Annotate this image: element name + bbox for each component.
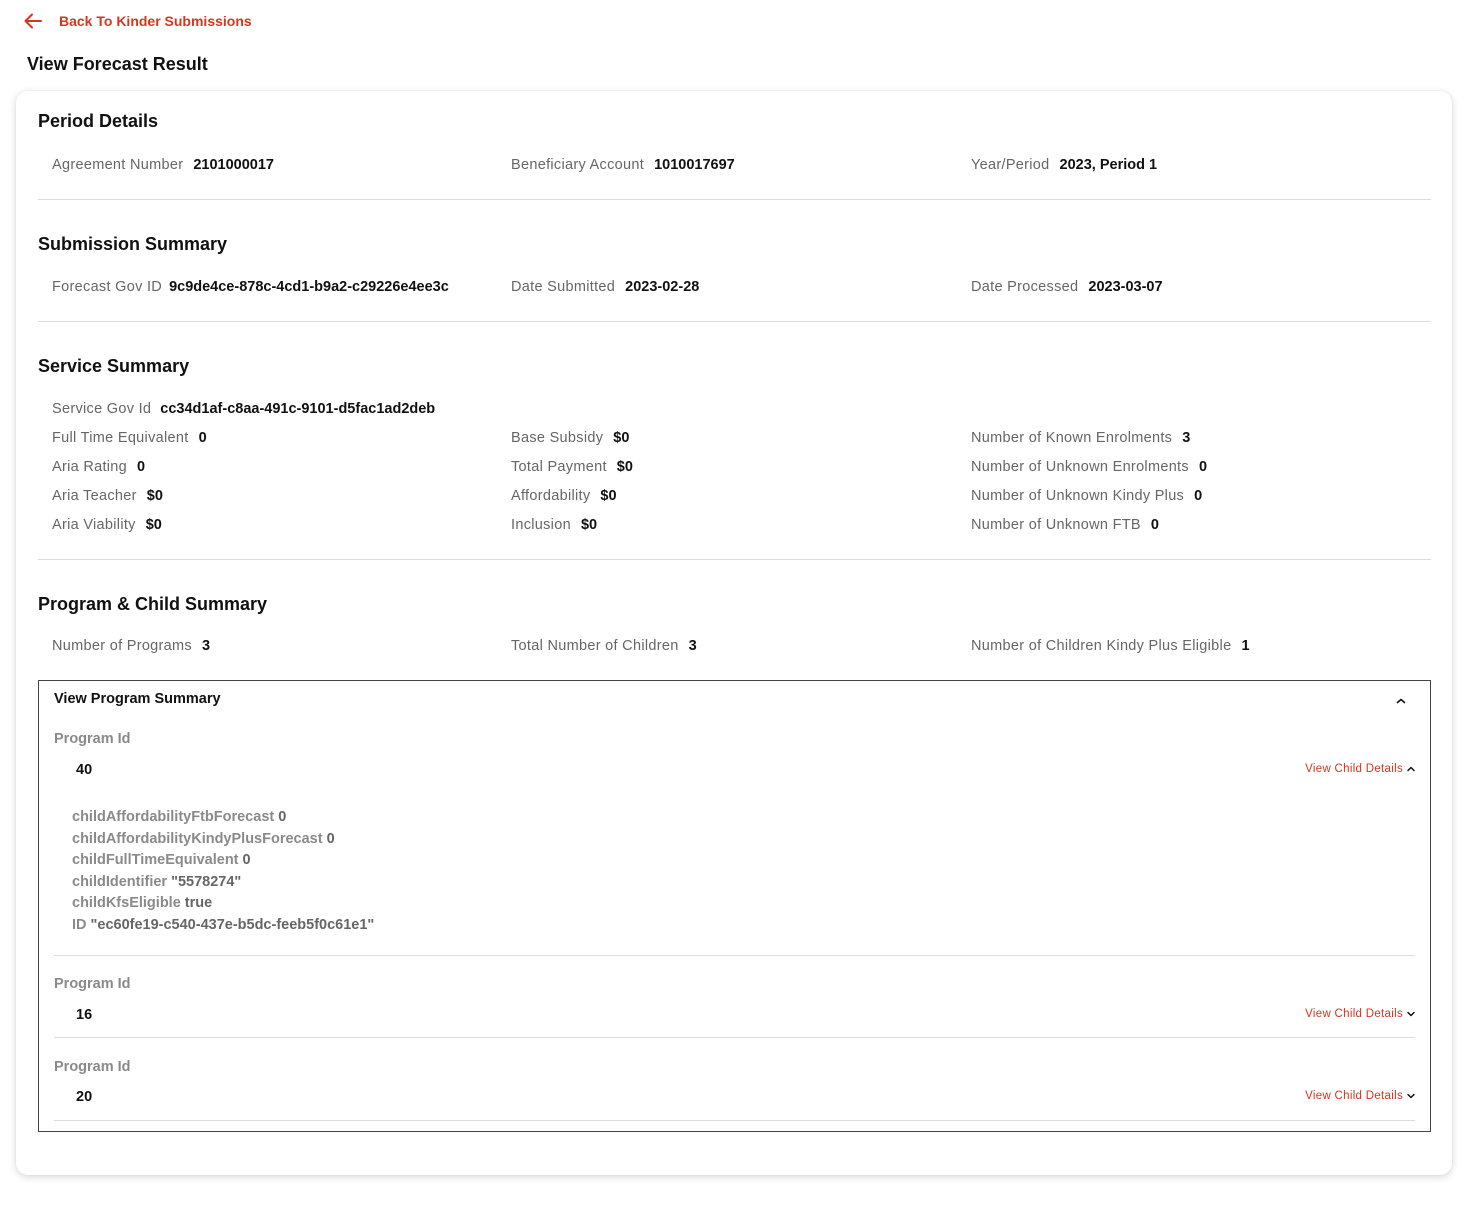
child-detail-key: childFullTimeEquivalent (72, 852, 239, 869)
back-link-label: Back To Kinder Submissions (59, 13, 252, 29)
forecast-gov-id-label: Forecast Gov ID (52, 279, 163, 295)
beneficiary-account-label: Beneficiary Account (511, 157, 645, 173)
year-period-label: Year/Period (971, 157, 1050, 173)
divider (54, 1120, 1415, 1121)
affordability-value: $0 (600, 488, 617, 504)
inclusion-value: $0 (580, 517, 598, 533)
program-id-value: 16 (76, 1007, 93, 1023)
chevron-up-icon[interactable] (1394, 693, 1408, 703)
view-child-details-link[interactable] (1305, 1008, 1416, 1020)
aria-teacher-value: $0 (146, 488, 163, 504)
year-period-field (971, 157, 1157, 173)
service-gov-id-label: Service Gov Id (52, 401, 152, 417)
total-children-label: Total Number of Children (511, 638, 679, 654)
unknown-enrolments-label: Number of Unknown Enrolments (971, 459, 1189, 475)
program-summary-toggle[interactable]: View Program Summary (54, 691, 221, 707)
number-of-programs-value: 3 (201, 638, 211, 654)
fte-label: Full Time Equivalent (52, 430, 189, 446)
unknown-kindy-plus-label: Number of Unknown Kindy Plus (971, 488, 1185, 504)
divider (38, 199, 1431, 200)
child-detail-row (72, 829, 374, 851)
aria-viability-field (52, 517, 162, 533)
inclusion-label: Inclusion (511, 517, 571, 533)
child-detail-value: true (184, 895, 213, 912)
number-of-programs-field (52, 638, 210, 654)
program-summary-accordion (38, 680, 1431, 1132)
unknown-enrolments-field (971, 459, 1207, 475)
child-detail-row (72, 872, 374, 894)
page-title: View Forecast Result (27, 54, 208, 74)
unknown-enrolments-value: 0 (1198, 459, 1208, 475)
unknown-kindy-plus-field (971, 488, 1202, 504)
total-payment-field (511, 459, 633, 475)
year-period-value: 2023, Period 1 (1059, 157, 1158, 173)
child-detail-row (72, 893, 374, 915)
divider (54, 1037, 1415, 1038)
unknown-ftb-value: 0 (1150, 517, 1159, 533)
program-id-value: 40 (76, 762, 93, 778)
total-children-value: 3 (688, 638, 697, 654)
base-subsidy-field (511, 430, 629, 446)
divider (38, 321, 1431, 322)
chevron-down-icon (1406, 1092, 1416, 1100)
child-details-list (72, 807, 374, 937)
forecast-result-card (16, 91, 1452, 1175)
agreement-number-label: Agreement Number (52, 157, 184, 173)
unknown-ftb-label: Number of Unknown FTB (971, 517, 1141, 533)
known-enrolments-value: 3 (1182, 430, 1191, 446)
service-gov-id-field (52, 401, 435, 417)
child-detail-row (72, 915, 374, 937)
aria-viability-value: $0 (145, 517, 162, 533)
child-detail-key: childKfsEligible (72, 895, 181, 912)
total-children-field (511, 638, 697, 654)
kindy-plus-eligible-label: Number of Children Kindy Plus Eligible (971, 638, 1232, 654)
aria-teacher-label: Aria Teacher (52, 488, 137, 504)
divider (54, 955, 1415, 956)
child-detail-row (72, 850, 374, 872)
arrow-left-icon (24, 13, 42, 29)
child-detail-value: "5578274" (171, 873, 242, 890)
child-detail-key: childIdentifier (72, 873, 168, 890)
date-submitted-field (511, 279, 699, 295)
program-id-label: Program Id (54, 976, 131, 992)
number-of-programs-label: Number of Programs (52, 638, 192, 654)
program-id-label: Program Id (54, 731, 131, 747)
submission-summary-title: Submission Summary (38, 234, 228, 254)
affordability-field (511, 488, 617, 504)
total-payment-label: Total Payment (511, 459, 607, 475)
back-to-submissions-link[interactable] (24, 10, 252, 32)
child-detail-value: 0 (278, 809, 287, 825)
known-enrolments-field (971, 430, 1190, 446)
divider (38, 559, 1431, 560)
beneficiary-account-value: 1010017697 (654, 157, 735, 173)
agreement-number-field (52, 157, 274, 173)
child-detail-value: "ec60fe19-c540-437e-b5dc-feeb5f0c61e1" (90, 916, 375, 933)
aria-rating-value: 0 (137, 459, 146, 475)
child-detail-key: ID (72, 916, 87, 933)
total-payment-value: $0 (616, 459, 633, 475)
period-details-title: Period Details (38, 111, 159, 131)
child-detail-value: 0 (326, 830, 335, 847)
base-subsidy-value: $0 (613, 430, 630, 446)
program-id-label: Program Id (54, 1059, 131, 1075)
date-processed-field (971, 279, 1163, 295)
view-child-details-label: View Child Details (1305, 763, 1403, 775)
fte-field (52, 430, 207, 446)
forecast-gov-id-value: 9c9de4ce-878c-4cd1-b9a2-c29226e4ee3c (169, 279, 449, 295)
affordability-label: Affordability (511, 488, 591, 504)
inclusion-field (511, 517, 597, 533)
child-detail-key: childAffordabilityFtbForecast (72, 809, 275, 825)
fte-value: 0 (198, 430, 207, 446)
chevron-up-icon (1406, 765, 1416, 773)
forecast-gov-id-field (52, 279, 449, 295)
date-submitted-value: 2023-02-28 (625, 279, 700, 295)
unknown-kindy-plus-value: 0 (1194, 488, 1203, 504)
kindy-plus-eligible-field (971, 638, 1250, 654)
aria-rating-field (52, 459, 145, 475)
service-summary-title: Service Summary (38, 356, 190, 376)
aria-rating-label: Aria Rating (52, 459, 128, 475)
child-detail-key: childAffordabilityKindyPlusForecast (72, 830, 323, 847)
child-detail-value: 0 (242, 852, 251, 869)
date-processed-value: 2023-03-07 (1088, 279, 1163, 295)
agreement-number-value: 2101000017 (193, 157, 274, 173)
kindy-plus-eligible-value: 1 (1241, 638, 1250, 654)
known-enrolments-label: Number of Known Enrolments (971, 430, 1173, 446)
view-child-details-link[interactable] (1305, 763, 1416, 775)
chevron-down-icon (1406, 1010, 1416, 1018)
date-processed-label: Date Processed (971, 279, 1079, 295)
child-detail-row (72, 807, 374, 829)
aria-viability-label: Aria Viability (52, 517, 136, 533)
date-submitted-label: Date Submitted (511, 279, 616, 295)
unknown-ftb-field (971, 517, 1159, 533)
program-id-value: 20 (76, 1089, 93, 1105)
view-child-details-link[interactable] (1305, 1090, 1416, 1102)
base-subsidy-label: Base Subsidy (511, 430, 604, 446)
service-gov-id-value: cc34d1af-c8aa-491c-9101-d5fac1ad2deb (160, 401, 436, 417)
beneficiary-account-field (511, 157, 735, 173)
view-child-details-label: View Child Details (1305, 1090, 1403, 1102)
program-child-summary-title: Program & Child Summary (38, 594, 268, 614)
view-child-details-label: View Child Details (1305, 1008, 1403, 1020)
aria-teacher-field (52, 488, 163, 504)
